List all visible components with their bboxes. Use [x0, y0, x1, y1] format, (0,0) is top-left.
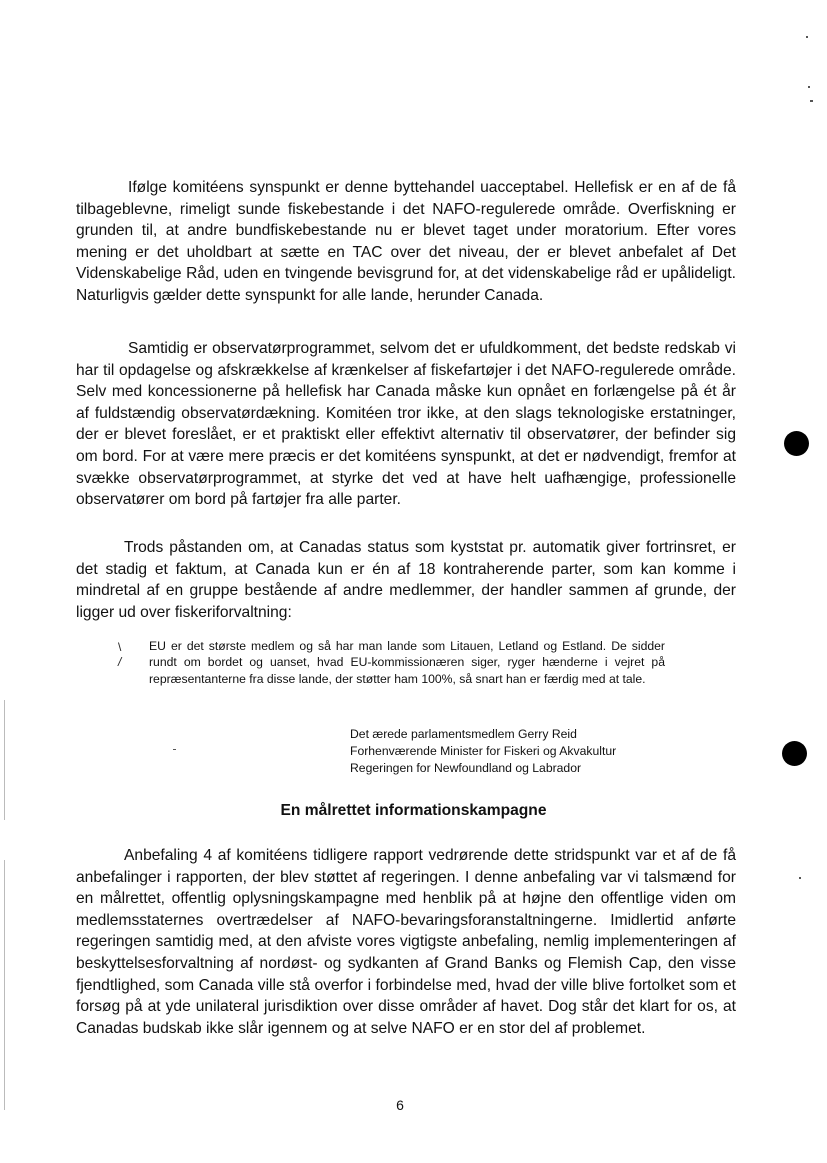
paragraph-1: [76, 177, 736, 307]
paragraph-4-text: Anbefaling 4 af komitéens tidligere rapport vedrørende dette stridspunkt var et af de få anbefalinger i rapporten, der blev støttet af regeringen. I denne anbefaling var vi talsmænd for en målrettet, offentlig oplysningskampagne med henblik på at højne den offentlige viden om medlemsstaternes overtrædelser af NAFO-bevaringsforanstaltningerne. Imidlertid anførte regeringen samtidig med, at den afviste vores vigtigste anbefaling, nemlig implementeringen af beskyttelsesforvaltning af nordøst- og sydkanten af Grand Banks og Flemish Cap, den visse fjendtlighed, som Canada ville stå overfor i forbindelse med, hvad der ville blive fortolket som et forsøg på at yde unilateral jurisdiktion over disse områder af havet. Dog står det klart for os, at Canadas budskab ikke slår igennem og at selve NAFO er en stor del af problemet.: [76, 847, 736, 1037]
punch-hole-lower: [782, 741, 807, 766]
quote-mark-top: \: [118, 640, 122, 654]
scan-speck: [810, 100, 813, 102]
scan-speck: [808, 86, 810, 88]
paragraph-2: [76, 338, 736, 511]
punch-hole-upper: [784, 431, 809, 456]
scan-edge-line: [4, 700, 5, 820]
quote-attribution: [350, 726, 616, 777]
paragraph-2-text: Samtidig er observatørprogrammet, selvom det er ufuldkomment, det bedste redskab vi har til opdagelse og afskrækkelse af krænkelser af fiskefartøjer i det NAFO-regulerede område. Selv med koncessionerne på hellefisk har Canada måske kun opnået en forlængelse på ét år af fuldstændig observatørdækning. Komitéen tror ikke, at den slags teknologiske erstatninger, der er blevet foreslået, er et praktiskt eller effektivt alternativ til observatører, der befinder sig om bord. For at være mere præcis er det komitéens synspunkt, at det er nødvendigt, fremfor at svække observatørprogrammet, at styrke det ved at have helt uafhængige, professionelle observatører om bord på fartøjer fra alle parter.: [76, 340, 736, 509]
quote-mark-bottom: /: [118, 655, 122, 669]
block-quote: EU er det største medlem og så har man lande som Litauen, Letland og Estland. De sidder rundt om bordet og uanset, hvad EU-kommissionæren siger, ryger hænderne i vejret på repræsentanterne fra disse lande, der støtter ham 100%, så snart han er færdig med at tale.: [149, 639, 665, 686]
paragraph-3: [76, 537, 736, 623]
attribution-title: Forhenværende Minister for Fiskeri og Akvakultur: [350, 744, 617, 758]
scan-speck: [173, 749, 176, 750]
scan-edge-line: [4, 860, 5, 1110]
paragraph-4: [76, 845, 736, 1039]
page-number: 6: [396, 1097, 404, 1113]
section-heading: En målrettet informationskampagne: [280, 802, 547, 819]
scan-speck: [806, 36, 808, 38]
paragraph-1-text: Ifølge komitéens synspunkt er denne byttehandel uacceptabel. Hellefisk er en af de få tilbageblevne, rimeligt sunde fiskebestande i det NAFO-regulerede område. Overfiskning er grunden til, at andre bundfiskebestande nu er blevet taget under moratorium. Efter vores mening er det uholdbart at sætte en TAC over det niveau, der er blevet anbefalet af Det Videnskabelige Råd, uden en tvingende bevisgrund for, at det videnskabelige råd er upålideligt. Naturligvis gælder dette synspunkt for alle lande, herunder Canada.: [76, 179, 736, 304]
attribution-organization: Regeringen for Newfoundland og Labrador: [350, 761, 582, 775]
scan-speck: [799, 877, 801, 879]
paragraph-3-text: Trods påstanden om, at Canadas status som kyststat pr. automatik giver fortrinsret, er det stadig et faktum, at Canada kun er én af 18 kontraherende parter, som kan komme i mindretal af en gruppe bestående af andre medlemmer, der handler sammen af grunde, der ligger ud over fiskeriforvaltning:: [76, 539, 736, 621]
attribution-name: Det ærede parlamentsmedlem Gerry Reid: [350, 727, 577, 741]
